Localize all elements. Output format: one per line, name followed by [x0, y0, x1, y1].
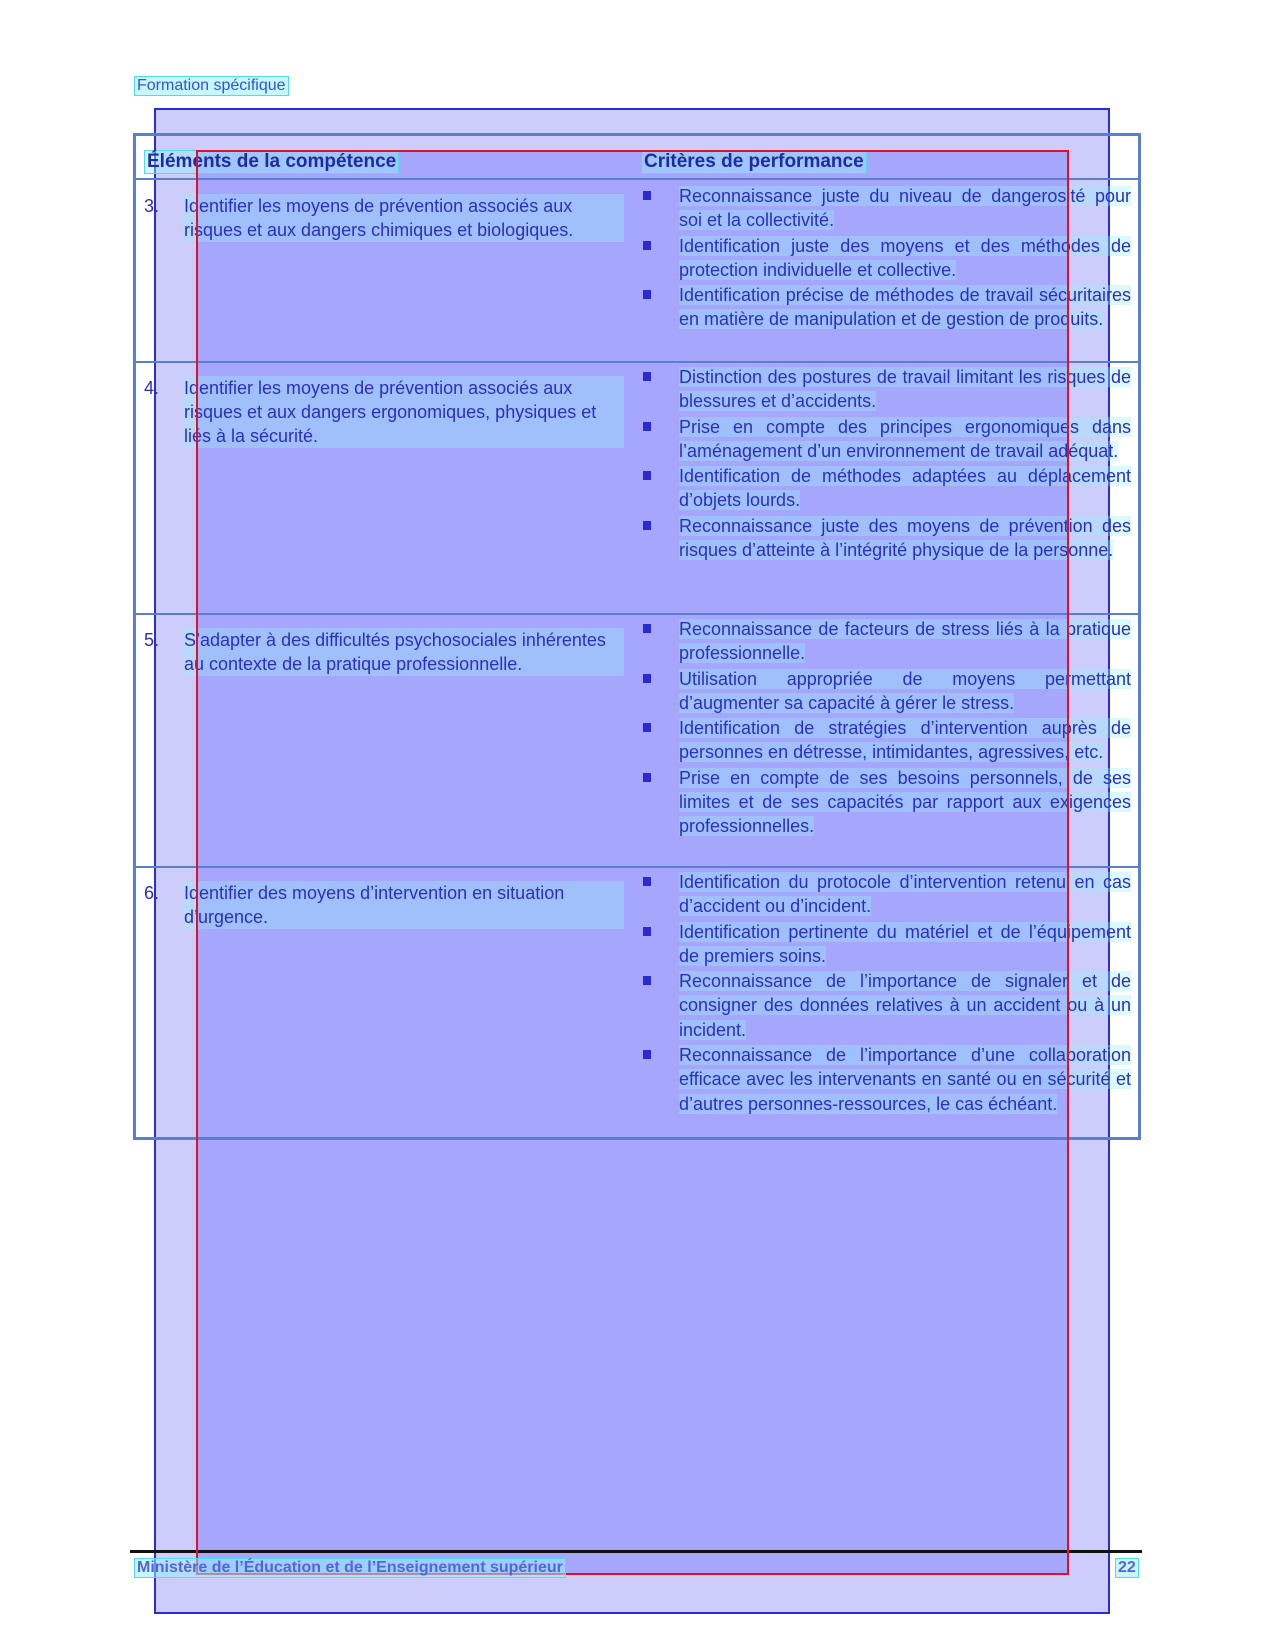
bullet-icon — [643, 422, 651, 431]
element-text: S’adapter à des difficultés psychosociales inhérentes au contexte de la pratique professionnelle. — [184, 628, 624, 676]
bullet-icon — [643, 290, 651, 299]
bullet-icon — [643, 521, 651, 530]
element-number: 3. — [144, 196, 160, 216]
element-text: Identifier les moyens de prévention associés aux risques et aux dangers chimiques et biologiques. — [184, 194, 624, 242]
criteria-item: Reconnaissance de l’importance d’une collaboration efficace avec les intervenants en santé ou en sécurité et d’autres personnes-ressources, le cas échéant. — [641, 1043, 1131, 1116]
bullet-icon — [643, 241, 651, 250]
criteria-item: Identification de stratégies d’intervention auprès de personnes en détresse, intimidantes, agressives, etc. — [641, 716, 1131, 765]
element-text: Identifier les moyens de prévention associés aux risques et aux dangers ergonomiques, physiques et liés à la sécurité. — [184, 376, 624, 448]
column-header-elements: Éléments de la compétence — [144, 150, 399, 174]
bullet-icon — [643, 773, 651, 782]
bullet-icon — [643, 674, 651, 683]
element-number: 4. — [144, 378, 160, 398]
element-text: Identifier des moyens d’intervention en situation d’urgence. — [184, 881, 624, 929]
bullet-icon — [643, 723, 651, 732]
criteria-item: Distinction des postures de travail limitant les risques de blessures et d’accidents. — [641, 365, 1131, 414]
bullet-icon — [643, 372, 651, 381]
row-divider — [136, 866, 1138, 868]
bullet-icon — [643, 976, 651, 985]
criteria-item: Reconnaissance juste des moyens de prévention des risques d’atteinte à l’intégrité physique de la personne. — [641, 514, 1131, 563]
criteria-item: Utilisation appropriée de moyens permettant d’augmenter sa capacité à gérer le stress. — [641, 667, 1131, 716]
footer-ministry: Ministère de l’Éducation et de l’Enseignement supérieur — [134, 1558, 566, 1578]
page-number: 22 — [1115, 1558, 1139, 1578]
bullet-icon — [643, 191, 651, 200]
criteria-item: Reconnaissance juste du niveau de dangerosité pour soi et la collectivité. — [641, 184, 1131, 233]
criteria-cell — [641, 870, 1131, 1117]
page-header: Formation spécifique — [134, 76, 289, 96]
footer-divider — [130, 1550, 1142, 1553]
element-cell — [144, 376, 624, 448]
column-header-criteria: Critères de performance — [641, 150, 867, 174]
element-cell — [144, 628, 624, 676]
criteria-item: Prise en compte de ses besoins personnels, de ses limites et de ses capacités par rapport aux exigences professionnelles. — [641, 766, 1131, 839]
criteria-item: Identification de méthodes adaptées au déplacement d’objets lourds. — [641, 464, 1131, 513]
bullet-icon — [643, 471, 651, 480]
criteria-cell — [641, 365, 1131, 563]
element-cell — [144, 881, 624, 929]
bullet-icon — [643, 1050, 651, 1059]
element-cell — [144, 194, 624, 242]
row-divider — [136, 613, 1138, 615]
criteria-cell — [641, 617, 1131, 840]
criteria-item: Prise en compte des principes ergonomiques dans l’aménagement d’un environnement de travail adéquat. — [641, 415, 1131, 464]
element-number: 6. — [144, 883, 160, 903]
bullet-icon — [643, 877, 651, 886]
criteria-item: Identification pertinente du matériel et de l’équipement de premiers soins. — [641, 920, 1131, 969]
bullet-icon — [643, 927, 651, 936]
criteria-item: Reconnaissance de facteurs de stress liés à la pratique professionnelle. — [641, 617, 1131, 666]
criteria-item: Identification précise de méthodes de travail sécuritaires en matière de manipulation et de gestion de produits. — [641, 283, 1131, 332]
criteria-item: Identification juste des moyens et des méthodes de protection individuelle et collective. — [641, 234, 1131, 283]
bullet-icon — [643, 624, 651, 633]
competence-table — [133, 133, 1141, 1140]
row-divider — [136, 361, 1138, 363]
element-number: 5. — [144, 630, 160, 650]
criteria-item: Identification du protocole d’intervention retenu en cas d’accident ou d’incident. — [641, 870, 1131, 919]
criteria-cell — [641, 184, 1131, 333]
header-divider — [136, 178, 1138, 180]
criteria-item: Reconnaissance de l’importance de signaler et de consigner des données relatives à un accident ou à un incident. — [641, 969, 1131, 1042]
